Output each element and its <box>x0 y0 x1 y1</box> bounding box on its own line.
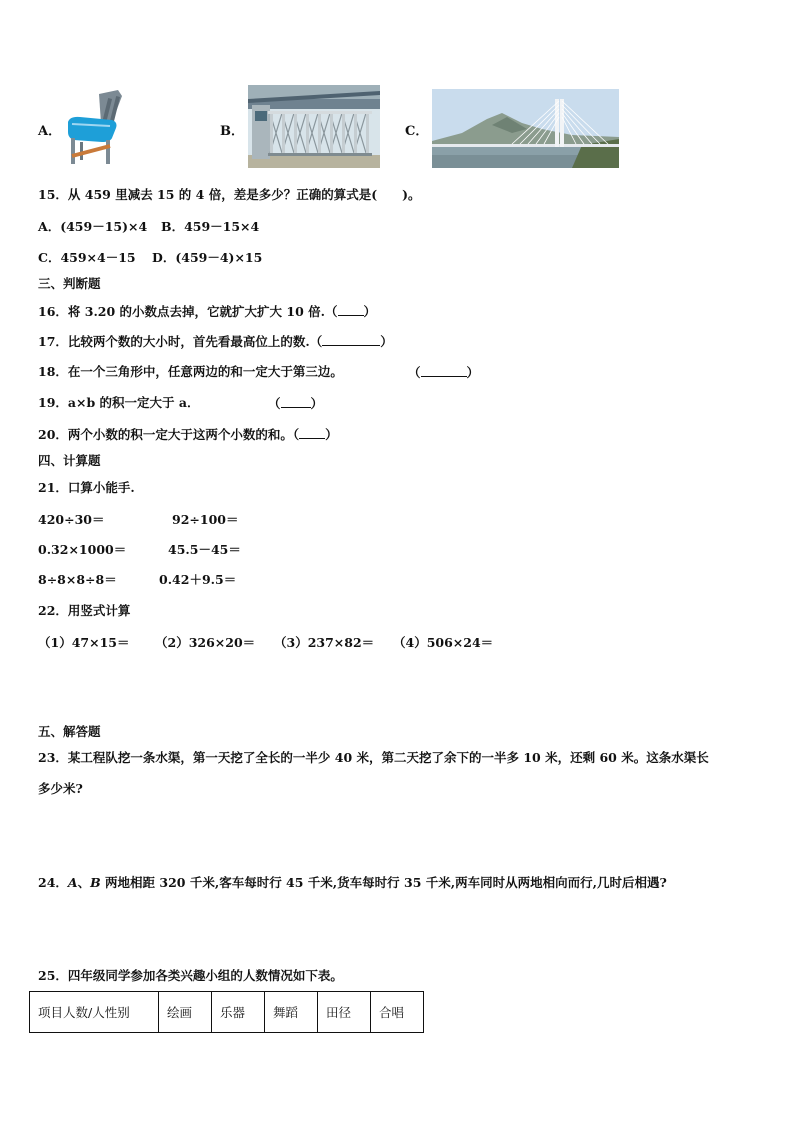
oral-item-2: 92÷100＝ <box>172 512 239 527</box>
q20-text: 20．两个小数的积一定大于这两个小数的和。（ <box>38 427 300 442</box>
oral-item-5: 8÷8×8÷8＝ <box>38 572 117 587</box>
table-header-cell: 合唱 <box>371 992 424 1033</box>
interest-group-table <box>29 991 424 1033</box>
q18-answer <box>408 364 479 381</box>
table-header-cell: 舞蹈 <box>265 992 318 1033</box>
section5-heading: 五、解答题 <box>38 724 101 739</box>
q19-text: 19．a×b 的积一定大于 a． <box>38 395 200 410</box>
q21-title: 21．口算小能手. <box>38 480 135 495</box>
q16-answer-blank[interactable] <box>338 303 364 316</box>
q17-paren-close: ） <box>380 334 393 349</box>
vertical-item-4: （4）506×24＝ <box>393 635 494 650</box>
section3-heading: 三、判断题 <box>38 276 101 291</box>
q18-answer-blank[interactable] <box>421 364 467 377</box>
chair-image <box>66 88 126 166</box>
q16-line <box>38 303 376 320</box>
q23-line1: 23．某工程队挖一条水渠，第一天挖了全长的一半少 40 米，第二天挖了余下的一半多 10 米，还剩 60 米。这条水渠长 <box>38 750 709 765</box>
q15-option-d: D．(459－4)×15 <box>152 250 263 265</box>
q15-stem: 15．从 459 里减去 15 的 4 倍，差是多少？正确的算式是( )。 <box>38 187 421 202</box>
table-header-cell: 项目人数/人性别 <box>30 992 159 1033</box>
q24-point-a: A <box>67 875 78 890</box>
vertical-item-1: （1）47×15＝ <box>38 635 130 650</box>
option-a-label: A． <box>38 124 62 139</box>
q19-answer <box>268 395 323 412</box>
q24-point-b: B <box>90 875 101 890</box>
q17-text: 17．比较两个数的大小时，首先看最高位上的数.（ <box>38 334 323 349</box>
q15-option-b: B．459－15×4 <box>161 219 260 234</box>
q17-line <box>38 333 393 350</box>
q18-paren-close: ） <box>466 365 480 380</box>
q19-answer-blank[interactable] <box>281 395 311 408</box>
q24-prefix: 24． <box>38 875 68 890</box>
cable-stayed-bridge-image <box>432 89 619 168</box>
q20-answer-blank[interactable] <box>299 426 325 439</box>
q19-paren-close: ） <box>310 396 324 411</box>
oral-item-1: 420÷30＝ <box>38 512 105 527</box>
q24-rest: 两地相距 320 千米,客车每时行 45 千米,货车每时行 35 千米,两车同时从两地相向而行,几时后相遇? <box>100 875 667 890</box>
oral-item-6: 0.42＋9.5＝ <box>159 572 237 587</box>
retractable-gate-image <box>248 85 380 168</box>
table-header-row <box>30 992 424 1033</box>
vertical-item-2: （2）326×20＝ <box>155 635 256 650</box>
q18-text: 18．在一个三角形中，任意两边的和一定大于第三边。 <box>38 364 343 379</box>
q24-text <box>38 875 667 891</box>
q18-paren-open: （ <box>408 365 421 380</box>
q20-paren-close: ） <box>325 427 338 442</box>
oral-item-4: 45.5－45＝ <box>168 542 241 557</box>
option-b-label: B． <box>220 124 244 139</box>
table-header-cell: 田径 <box>318 992 371 1033</box>
table-header-cell: 乐器 <box>212 992 265 1033</box>
q19-paren-open: （ <box>268 396 281 411</box>
q24-sep: 、 <box>77 875 91 890</box>
table-header-cell: 绘画 <box>159 992 212 1033</box>
option-c-label: C． <box>405 124 429 139</box>
q20-line <box>38 426 338 443</box>
q17-answer-blank[interactable] <box>322 333 380 346</box>
q22-title: 22．用竖式计算 <box>38 603 131 618</box>
q25-text: 25．四年级同学参加各类兴趣小组的人数情况如下表。 <box>38 968 343 983</box>
section4-heading: 四、计算题 <box>38 453 101 468</box>
oral-item-3: 0.32×1000＝ <box>38 542 127 557</box>
q15-option-c: C．459×4－15 <box>38 250 136 265</box>
q16-paren-close: ） <box>363 304 377 319</box>
q23-line2: 多少米? <box>38 781 83 796</box>
vertical-item-3: （3）237×82＝ <box>274 635 375 650</box>
q16-text: 16．将 3.20 的小数点去掉，它就扩大扩大 10 倍.（ <box>38 304 338 319</box>
q15-option-a: A．(459－15)×4 <box>38 219 148 234</box>
